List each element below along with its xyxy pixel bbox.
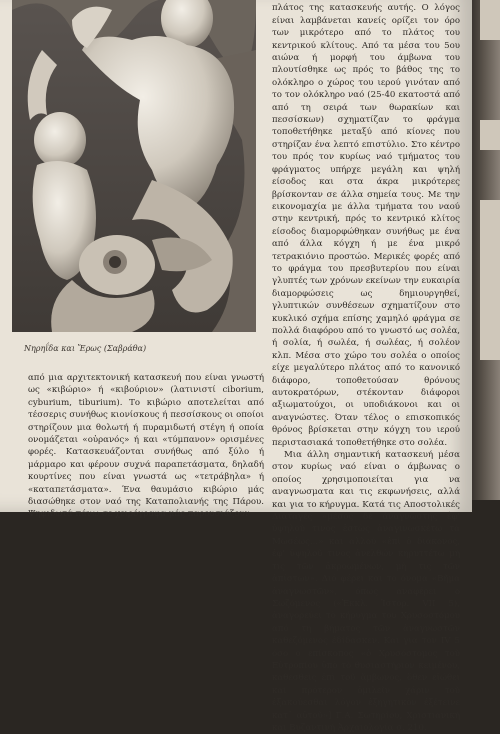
relief-sculpture-image bbox=[12, 0, 256, 332]
figure-caption: Νηρηΐδα και Ἔρως (Σαβράθα) bbox=[24, 344, 147, 353]
sculpture-photo bbox=[12, 0, 256, 332]
page-strip bbox=[480, 200, 500, 360]
right-paragraph-1: πλάτος της κατασκευής αυτής. Ο λόγος είναι λαμβάνεται κανείς ορίζει τον όρο των μικρότερο από το πλάτος του κεντρικού κλίτους. Από τα μέσα του 5ου αιώνα ή μορφή του άμβωνα του πλουτίσθηκε ως πρός το βάθος της το ολόκληρο ο χώρος του ιερού γινόταν από το τον ολόκληρο ναό (25-40 εκατοστά από από τη σειρά των θωρακίων και πεσσίσκων) σχηματίζαν το φράγμα τοποθετήθηκε μεταξύ από κίονες που στηρίζαν ένα λεπτό επιστύλιο. Στο κέντρο του πρός τον κυρίως ναό τμήματος του φράγματος υπήρχε μεγάλη και ψηλή είσοδος και στα άκρα μικρότερες βρίσκονταν σε άλλα σημεία τους. Με την εικονομαχία με άλλα τμήματα του ναού στην κεντρική, πρός το κεντρικό κλίτος είσοδος διαμορφώθηκαν συνήθως με ένα από άλλα κόγχη ή με ένα μικρό τετρακιόνιο προστώο. Μερικές φορές από το φράγμα του πρεσβυτερίου που είναι γλυπτές των χρόνων εκείνων την ευκαιρία διαμορφώσεις ως δημιουργηθεί, γλυπτικών συνθέσεων σχηματίζουν στο κυκλικό σχήμα επίσης χαμηλό φράγμα σε πολλά διαφόρου από το γνωστό ως σολέα, ή σολία, ή σωλέα, ή σωλέας, ή σολέον κλπ. Μέσα στο χώρο του σολέα ο οποίος είχε μεγαλύτερο πλάτος από το κανονικό διάφορο, τοποθετούσαν θρόνους αυτοκρατόρων, στέκονταν διάφοροι αξιωματούχοι, οι υποδιάκονοι και οι αναγνώστες. Όταν τέλος ο επισκοπικός θρόνος βρίσκεται στην κόγχη του ιερού περιστασιακά τοποθετήθηκε στο σολέα. bbox=[272, 3, 460, 448]
page-strip bbox=[480, 120, 500, 150]
right-text-column bbox=[272, 0, 460, 734]
page-strip bbox=[480, 0, 500, 40]
adjacent-page-edge bbox=[472, 0, 500, 500]
left-text-column bbox=[28, 372, 264, 521]
right-paragraph-2: Μια άλλη σημαντική κατασκευή μέσα στον κυρίως ναό είναι ο άμβωνας ο οποίος χρησιμοποιείται για να αναγνωσματα και τις εκφωνήσεις, αλλά και για το κήρυγμα. Κατά τις Αποστολικές Διαταγές «μέσος δὲ ἀναγνώστης ἐφ' ὑψηλοῦ τινος ἑστὼς ἀναγινωσκέτω τὰ Μωσέως...» και αλλού «ἐπὶ ὁ διάκονος, ἐφ' ὑψηλοῦ τινος ἀνελθών κηρυττέτω μὴ τις τῶν ἀκροωμένων, μὴ τις τῶν ἀπίστων». Διό φέρει και το όνομα «Βῆμα ἀναγνωστῶν», όπως αναφέρει ο Σωζόμενος («Ἐκκλ. Ἱστορ. VII 5), ἀναγορεύει τὸ κήρυγμα του Χρυσοστόμου από τη βήματος τῶν ἀναγνωστῶν καθεζόμενος ἐδίδασκεν. Και για τον ΙV 5 όσο ο επίσκοπος «ὁ Χρυσόστομος τοῦ Εὐτροπίου ὑπὸ τὸ θυσιαστήριον κειμένου, καθεσθεὶς ἐπὶ τοῦ ἄμβωνος, ὅθεν εἰώθει καὶ πρότερον ὁμιλεῖν χάριν τοῦ ἐξακούεσθαι λόγον ἐξηγητικὸν ἐξέτεινε κατ᾽ αὐτοῦ»] Γ.Α. Σωτηρίου, Χριστιανική και Βυζαντινή Ἀρχαιολογία σ. 210. bbox=[272, 450, 460, 733]
left-paragraph: από μια αρχιτεκτονική κατασκευή που είναι γνωστή ως «κιβώριο» ή «κιβούριον» (λατινιστί ciborium, cyburium, tiburium). Το κιβώριο αποτελείται από τέσσερις συνήθως κιονίσκους ή πεσσίσκους οι οποίοι στηρίζουν μια θολωτή ή πυραμιδωτή στέγη ή οποία ονομάζεται «οὐρανός» ή και «τύμπανον» ορισμένες φορές. Κατασκευάζονται συνήθως από ξύλο ή μάρμαρο και φέρουν συχνά παραπετάσματα, δηλαδή κουρτίνες που είναι γνωστά ως «τετράβηλα» ή «καταπετάσματα». Ένα θαυμάσιο κιβώριο μάς διασώθηκε στον ναό της Καταπολιανής της Πάρου. Ψηφιδωτά πάνω σε χειρόγραφα μάς παρουσιάζουν bbox=[28, 373, 264, 520]
